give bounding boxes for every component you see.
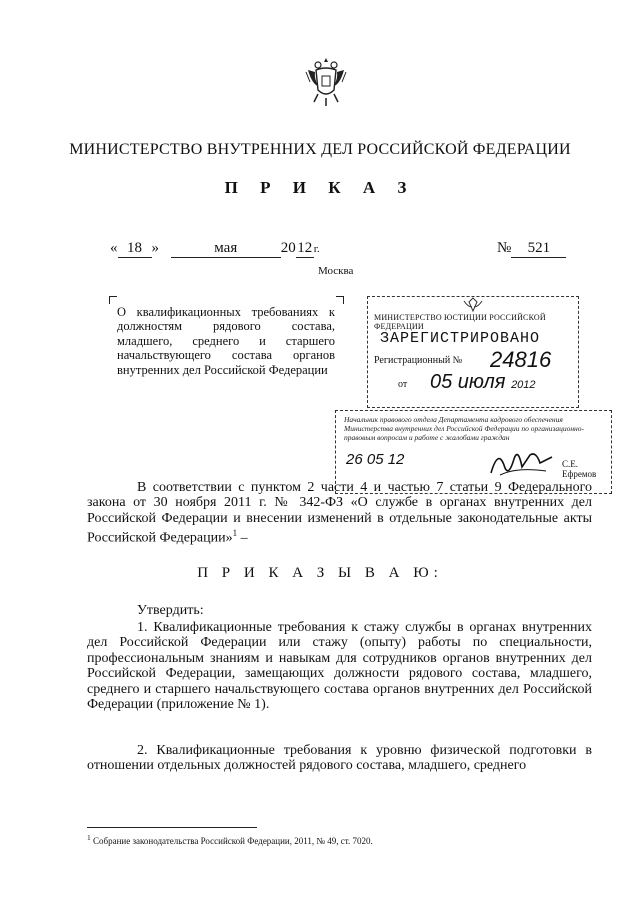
footnote-divider <box>87 827 257 828</box>
approval-stamp-text: Начальник правового отдела Департамента кадрового обеспечения Министерства внутренних дел Российской Федерации по организационно-правовым вопросам и работе с жалобами граждан <box>344 415 585 442</box>
stamp-reg-label: Регистрационный № <box>374 355 463 366</box>
ministry-title: МИНИСТЕРСТВО ВНУТРЕННИХ ДЕЛ РОССИЙСКОЙ ФЕДЕРАЦИИ <box>69 141 571 158</box>
approval-signer: С.Е. Ефремов <box>562 459 597 479</box>
order-number-value: 521 <box>511 240 566 258</box>
date-month: мая <box>171 240 281 258</box>
order-number-label: № <box>497 240 512 256</box>
order-subject: О квалификационных требованиях к должностям рядового состава, младшего, среднего и старшего начальствующего состава органов внутренних дел Российской Федерации <box>117 305 335 377</box>
preamble-text: В соответствии с пунктом 2 части 4 и частью 7 статьи 9 Федерального закона от 30 ноября 2011 г. № 342-ФЗ «О службе в органах внутренних дел Российской Федерации и внесении изменений в отдельные законодательные акты Российской Федерации» <box>87 480 592 546</box>
preamble-paragraph <box>87 480 592 546</box>
date-year-prefix: 20 <box>280 240 296 256</box>
date-year-unit: г. <box>313 243 320 255</box>
stamp-ministry: МИНИСТЕРСТВО ЮСТИЦИИ РОССИЙСКОЙ ФЕДЕРАЦИИ <box>374 313 546 331</box>
stamp-date-prefix: от <box>398 379 408 390</box>
stamp-reg-number: 24816 <box>490 347 552 372</box>
date-day: 18 <box>118 240 152 258</box>
footnote-ref: 1 <box>232 528 238 539</box>
date-line: « 18 » мая 20 12 г. <box>110 240 320 256</box>
subject-bracket-left <box>109 296 117 304</box>
order-word: П Р И К А З Ы В А Ю: <box>197 565 443 581</box>
footnote-text: Собрание законодательства Российской Федерации, 2011, № 49, ст. 7020. <box>93 836 373 846</box>
city: Москва <box>318 265 354 277</box>
signature-icon <box>486 445 556 481</box>
date-year-suffix: 12 <box>297 240 313 256</box>
order-item-1: 1. Квалификационные требования к стажу службы в органах внутренних дел Российской Федерации или стажу (опыту) работы по специальности, профессиональным знаниям и навыкам для сотрудников органов внутренних дел Российской Федерации, замещающих должности рядового состава, младшего, среднего и старшего начальствующего состава органов внутренних дел Российской Федерации (приложение № 1). <box>87 620 592 713</box>
stamp-registered: ЗАРЕГИСТРИРОВАНО <box>380 330 541 347</box>
order-item-2: 2. Квалификационные требования к уровню физической подготовки в отношении отдельных должностей рядового состава, младшего, среднего <box>87 743 592 774</box>
stamp-date-year: 2012 <box>511 379 536 391</box>
order-number <box>497 240 566 258</box>
document-type: П Р И К А З <box>224 178 416 197</box>
approve-heading: Утвердить: <box>137 603 204 618</box>
registration-stamp <box>367 296 579 408</box>
stamp-date-day: 05 июля <box>430 371 506 393</box>
footnote-number: 1 <box>87 833 91 842</box>
coat-of-arms-emblem <box>304 56 348 110</box>
stamp-emblem-icon <box>462 297 484 313</box>
stamp-date-handwritten <box>430 371 536 394</box>
footnote <box>87 833 373 846</box>
approval-stamp-date: 26 05 12 <box>346 451 405 468</box>
subject-bracket-right <box>336 296 344 304</box>
preamble-end: – <box>237 530 248 546</box>
